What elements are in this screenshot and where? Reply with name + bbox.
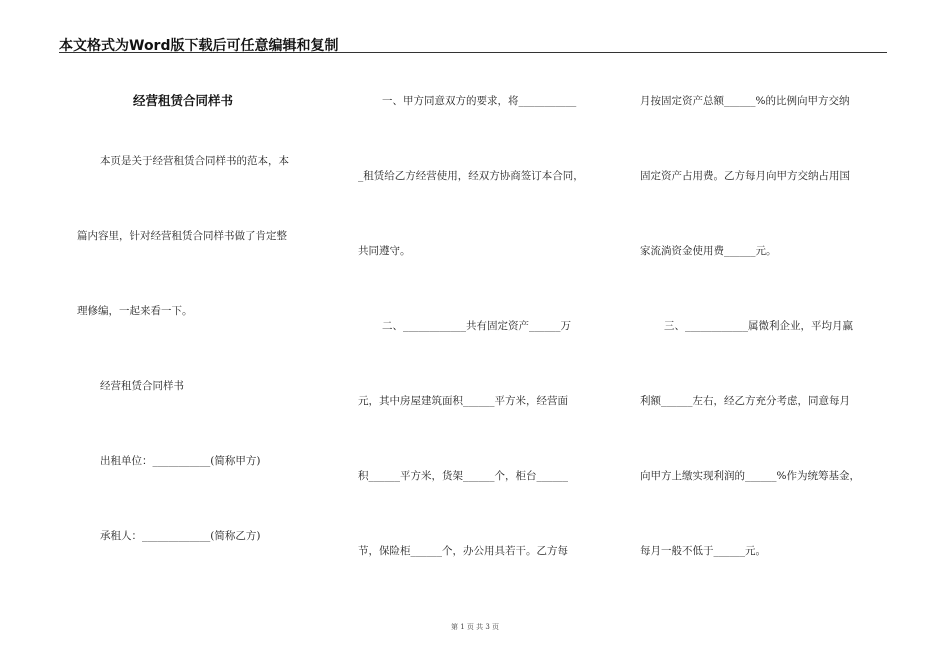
clause-line: 一、甲方同意双方的要求，将___________ [382, 95, 577, 107]
contract-title: 经营租赁合同样书 [133, 93, 234, 108]
clause-line: 固定资产占用费。乙方每月向甲方交纳占用国 [640, 170, 850, 182]
lessor-line: 出租单位：___________(简称甲方) [100, 455, 261, 467]
clause-line: 三、____________属微利企业，平均月赢 [664, 320, 853, 332]
clause-line: 节，保险柜______个，办公用具若干。乙方每 [358, 545, 568, 557]
clause-line: _租赁给乙方经营使用，经双方协商签订本合同， [358, 170, 584, 182]
clause-line: 家流淌资金使用费______元。 [640, 245, 777, 257]
clause-line: 向甲方上缴实现利润的______%作为统筹基金， [640, 470, 860, 482]
lessee-line: 承租人：_____________(简称乙方) [100, 530, 261, 542]
paragraph-line: 本页是关于经营租赁合同样书的范本，本 [100, 155, 289, 167]
page-number: 第 1 页 共 3 页 [450, 623, 500, 631]
clause-line: 二、____________共有固定资产______万 [382, 320, 571, 332]
clause-line: 利额______左右，经乙方充分考虑，同意每月 [640, 395, 850, 407]
paragraph-line: 篇内容里，针对经营租赁合同样书做了肯定整 [77, 230, 287, 242]
paragraph-line: 理修编，一起来看一下。 [77, 305, 193, 317]
clause-line: 每月一般不低于______元。 [640, 545, 766, 557]
clause-line: 元，其中房屋建筑面积______平方米，经营面 [358, 395, 568, 407]
clause-line: 共同遵守。 [358, 245, 411, 257]
section-heading: 经营租赁合同样书 [100, 380, 184, 392]
header-divider [59, 52, 887, 53]
clause-line: 积______平方米，货架______个，柜台______ [358, 470, 568, 482]
document-header-title: 本文格式为Word版下载后可任意编辑和复制 [59, 38, 339, 54]
clause-line: 月按固定资产总额______%的比例向甲方交纳 [640, 95, 850, 107]
